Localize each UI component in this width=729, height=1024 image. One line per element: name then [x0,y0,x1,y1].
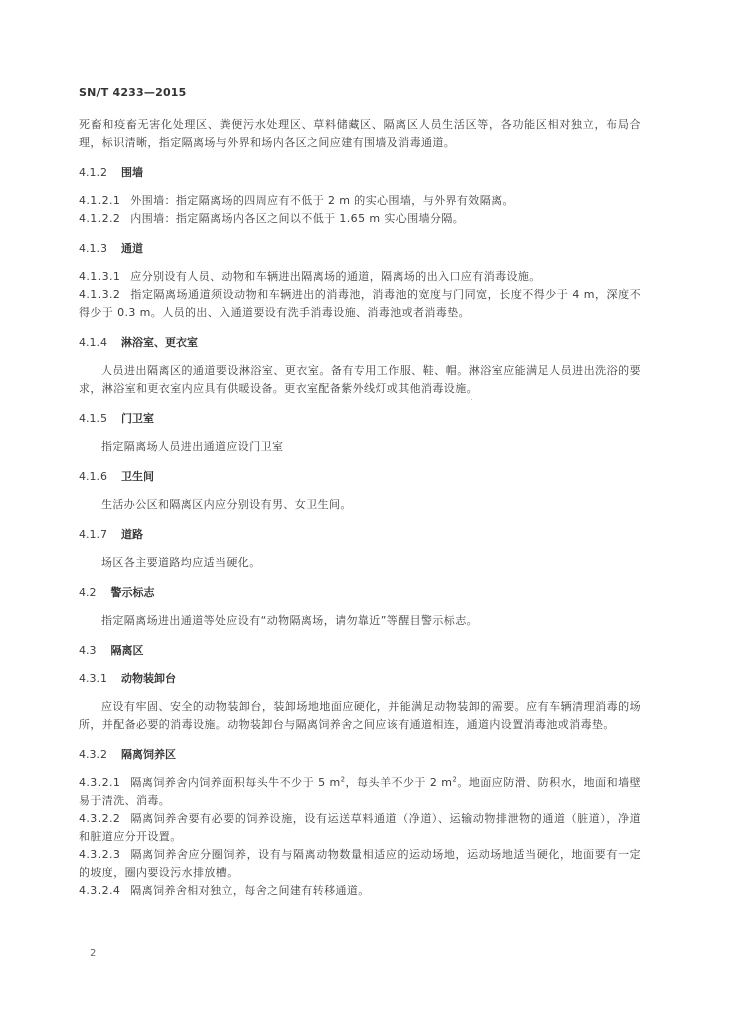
standard-code-header: SN/T 4233—2015 [79,86,187,99]
superscript: 2 [340,775,346,784]
clause-4-1-3-1 [79,268,641,286]
section-title: 隔离区 [110,644,144,657]
superscript: 2 [452,775,458,784]
clause-number: 4.3.2.1 [79,776,121,789]
clause-text: 隔离饲养舍应分圈饲养，设有与隔离动物数量相适应的运动场地，运动场地适当硬化，地面要有一定的坡度，圈内要设污水排放槽。 [79,848,641,879]
scan-speck [471,399,472,400]
section-4-2-heading [79,584,641,602]
clause-text-c: 。地面应防滑、防积水，地面和墙壁易于清洗、消毒。 [79,776,641,807]
section-4-1-2-heading [79,164,641,182]
section-number: 4.1.5 [79,412,107,425]
section-title: 道路 [121,528,143,541]
clause-4-3-2-1 [79,774,641,810]
section-title: 门卫室 [121,412,154,425]
clause-number: 4.3.2.2 [79,812,121,825]
clause-number: 4.1.3.1 [79,270,121,283]
section-4-1-7-heading [79,526,641,544]
clause-4-1-2-2 [79,210,641,228]
clause-number: 4.1.2.2 [79,212,121,225]
clause-number: 4.3.2.3 [79,848,121,861]
section-4-2-paragraph: 指定隔离场进出通道等处应设有“动物隔离场，请勿靠近”等醒目警示标志。 [101,614,478,627]
clause-4-3-2-3 [79,846,641,882]
section-title: 警示标志 [110,586,155,599]
clause-number: 4.3.2.4 [79,884,121,897]
section-4-1-5-heading [79,410,641,428]
section-number: 4.1.7 [79,528,107,541]
section-number: 4.2 [79,586,97,599]
clause-4-1-3-2 [79,286,641,322]
clause-text: 应分别设有人员、动物和车辆进出隔离场的通道，隔离场的出入口应有消毒设施。 [130,270,541,283]
clause-text-b: ，每头羊不少于 2 m [345,776,453,789]
clause-text-a: 隔离饲养舍内饲养面积每头牛不少于 5 m [130,776,341,789]
clause-4-3-2-2 [79,810,641,846]
section-4-3-1-paragraph: 应设有牢固、安全的动物装卸台，装卸场地地面应硬化，并能满足动物装卸的需要。应有车辆清理消毒的场所，并配备必要的消毒设施。动物装卸台与隔离饲养舍之间应该有通道相连，通道内设置消毒池或消毒垫。 [79,700,641,731]
section-number: 4.1.3 [79,242,107,255]
section-4-1-4-heading [79,334,641,352]
document-body [79,116,641,900]
section-4-1-3-heading [79,240,641,258]
section-title: 卫生间 [121,470,154,483]
section-4-1-4-paragraph: 人员进出隔离区的通道要设淋浴室、更衣室。备有专用工作服、鞋、帽。淋浴室应能满足人员进出洗浴的要求，淋浴室和更衣室内应具有供暖设备。更衣室配备紫外线灯或其他消毒设施。 [79,364,641,395]
section-4-1-5-paragraph: 指定隔离场人员进出通道应设门卫室 [101,440,284,453]
section-title: 淋浴室、更衣室 [121,336,198,349]
section-title: 通道 [121,242,143,255]
clause-text: 隔离饲养舍要有必要的饲养设施，设有运送草料通道（净道）、运输动物排泄物的通道（脏道），净道和脏道应分开设置。 [79,812,641,843]
clause-4-1-2-1 [79,192,641,210]
section-4-3-heading [79,642,641,660]
section-number: 4.3 [79,644,97,657]
section-number: 4.3.2 [79,748,107,761]
section-number: 4.3.1 [79,672,107,685]
clause-text: 指定隔离场通道须设动物和车辆进出的消毒池，消毒池的宽度与门同宽，长度不得少于 4 m，深度不得少于 0.3 m。人员的出、入通道要设有洗手消毒设施、消毒池或者消毒垫。 [79,288,641,319]
clause-4-3-2-4 [79,882,641,900]
clause-text: 内围墙：指定隔离场内各区之间以不低于 1.65 m 实心围墙分隔。 [130,212,465,225]
section-4-1-6-paragraph: 生活办公区和隔离区内应分别设有男、女卫生间。 [101,498,352,511]
section-number: 4.1.6 [79,470,107,483]
section-title: 围墙 [121,166,143,179]
section-4-3-2-heading [79,746,641,764]
section-number: 4.1.2 [79,166,107,179]
clause-number: 4.1.3.2 [79,288,121,301]
section-title: 动物装卸台 [121,672,176,685]
intro-paragraph: 死畜和疫畜无害化处理区、粪便污水处理区、草料储藏区、隔离区人员生活区等，各功能区相对独立，布局合理，标识清晰，指定隔离场与外界和场内各区之间应建有围墙及消毒通道。 [79,118,641,149]
section-title: 隔离饲养区 [121,748,176,761]
clause-number: 4.1.2.1 [79,194,121,207]
clause-text: 隔离饲养舍相对独立，每舍之间建有转移通道。 [130,884,370,897]
section-4-3-1-heading [79,670,641,688]
section-number: 4.1.4 [79,336,107,349]
section-4-1-6-heading [79,468,641,486]
section-4-1-7-paragraph: 场区各主要道路均应适当硬化。 [101,556,261,569]
clause-text: 外围墙：指定隔离场的四周应有不低于 2 m 的实心围墙，与外界有效隔离。 [130,194,514,207]
page-number: 2 [90,948,97,959]
